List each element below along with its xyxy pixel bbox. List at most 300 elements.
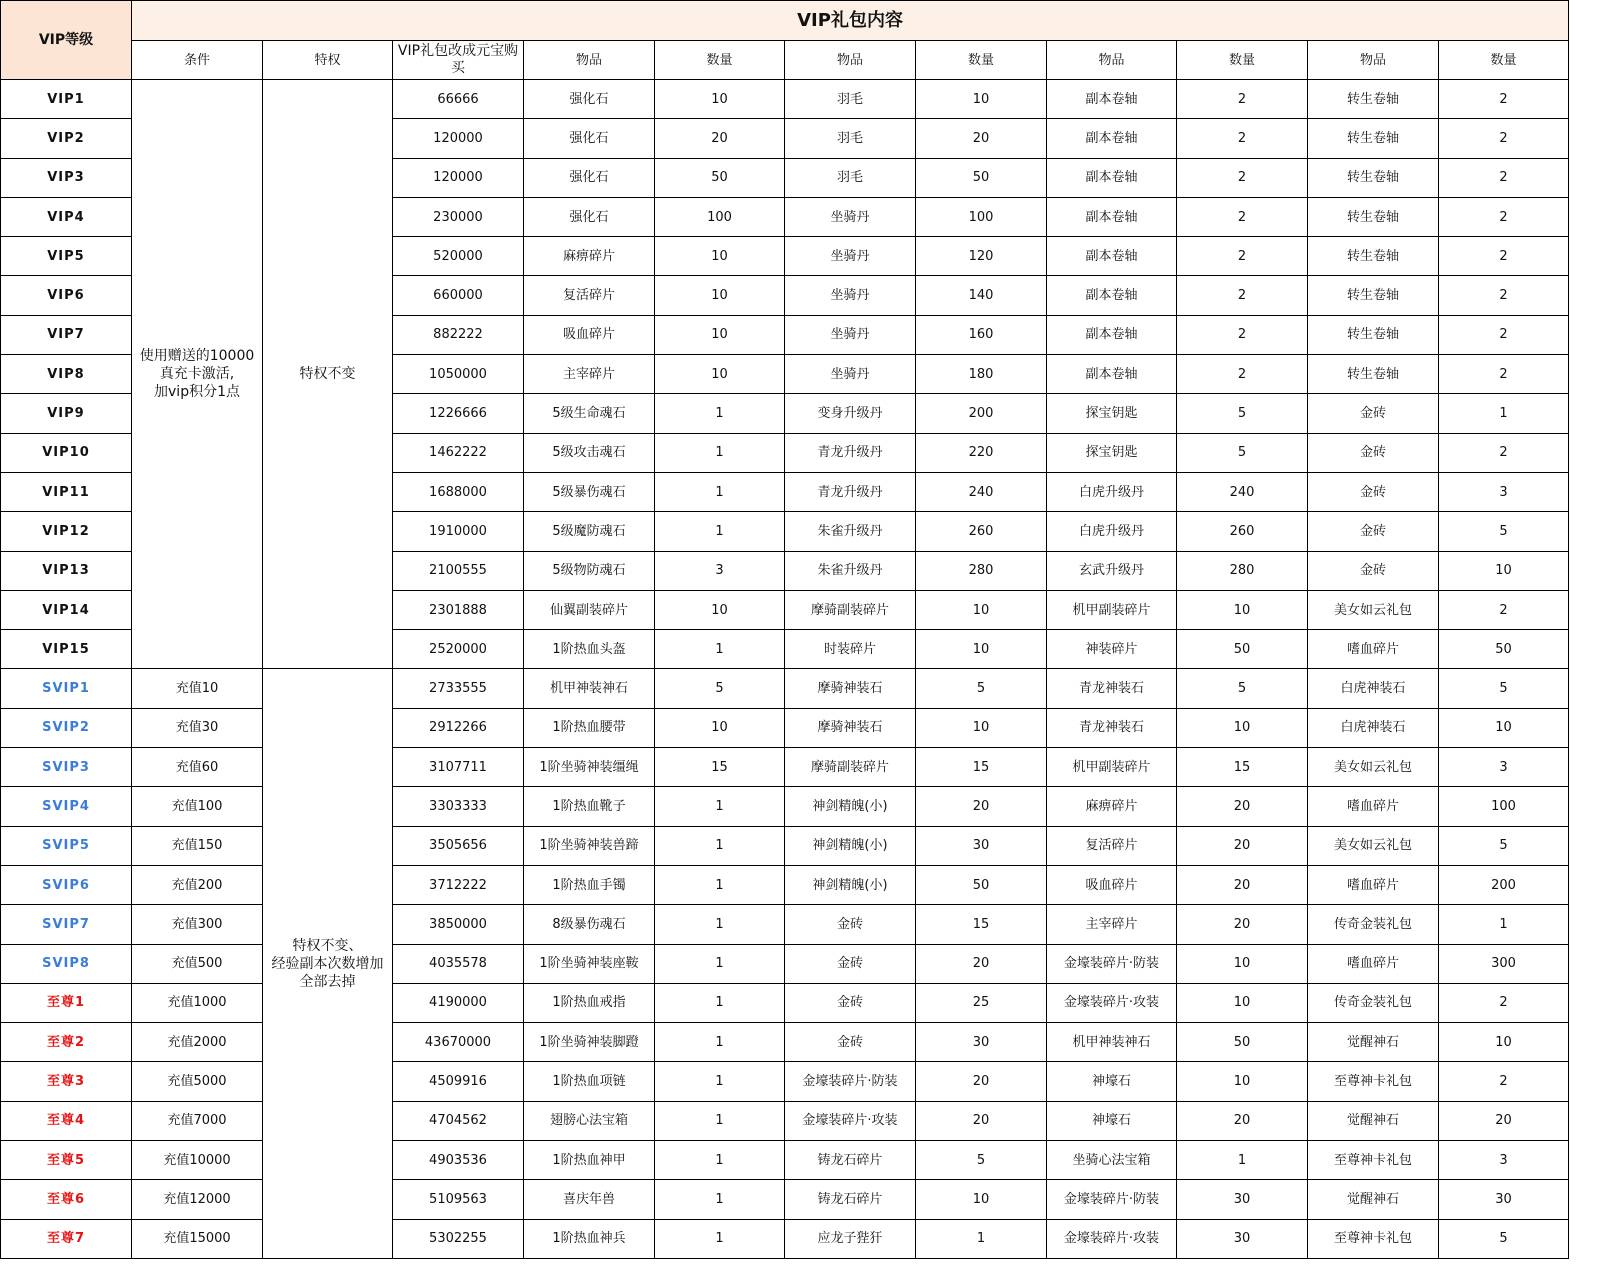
item-qty-cell: 5 bbox=[1439, 669, 1569, 708]
item-name-cell: 1阶坐骑神装缰绳 bbox=[524, 748, 655, 787]
item-name-cell: 机甲副装碎片 bbox=[1047, 748, 1177, 787]
item-qty-cell: 2 bbox=[1439, 433, 1569, 472]
item-name-cell: 转生卷轴 bbox=[1308, 237, 1439, 276]
column-header-item-2: 物品 bbox=[785, 41, 916, 80]
item-qty-cell: 10 bbox=[1177, 1062, 1308, 1101]
item-name-cell: 机甲神装神石 bbox=[524, 669, 655, 708]
item-qty-cell: 1 bbox=[655, 1101, 785, 1140]
table-row bbox=[1, 865, 1569, 904]
vip-level-cell: VIP15 bbox=[1, 630, 132, 669]
item-qty-cell: 260 bbox=[916, 512, 1047, 551]
price-cell: 2912266 bbox=[393, 708, 524, 747]
item-name-cell: 翅膀心法宝箱 bbox=[524, 1101, 655, 1140]
item-name-cell: 探宝钥匙 bbox=[1047, 394, 1177, 433]
item-qty-cell: 160 bbox=[916, 315, 1047, 354]
table-row bbox=[1, 748, 1569, 787]
item-qty-cell: 10 bbox=[916, 590, 1047, 629]
item-name-cell: 5级暴伤魂石 bbox=[524, 472, 655, 511]
item-qty-cell: 1 bbox=[655, 472, 785, 511]
item-qty-cell: 1 bbox=[655, 1062, 785, 1101]
item-name-cell: 美女如云礼包 bbox=[1308, 826, 1439, 865]
condition-cell: 充值15000 bbox=[132, 1219, 263, 1258]
item-name-cell: 金砖 bbox=[785, 905, 916, 944]
item-name-cell: 麻痹碎片 bbox=[524, 237, 655, 276]
item-name-cell: 坐骑丹 bbox=[785, 276, 916, 315]
vip-level-cell: VIP9 bbox=[1, 394, 132, 433]
item-name-cell: 美女如云礼包 bbox=[1308, 748, 1439, 787]
item-name-cell: 变身升级丹 bbox=[785, 394, 916, 433]
condition-cell: 充值300 bbox=[132, 905, 263, 944]
item-qty-cell: 10 bbox=[655, 708, 785, 747]
item-qty-cell: 2 bbox=[1439, 276, 1569, 315]
item-name-cell: 喜庆年兽 bbox=[524, 1180, 655, 1219]
item-qty-cell: 10 bbox=[916, 708, 1047, 747]
item-qty-cell: 1 bbox=[655, 1219, 785, 1258]
condition-cell: 充值30 bbox=[132, 708, 263, 747]
item-name-cell: 1阶热血神甲 bbox=[524, 1141, 655, 1180]
vip-level-cell: 至尊4 bbox=[1, 1101, 132, 1140]
item-qty-cell: 140 bbox=[916, 276, 1047, 315]
vip-level-cell: VIP10 bbox=[1, 433, 132, 472]
price-cell: 3712222 bbox=[393, 865, 524, 904]
item-name-cell: 转生卷轴 bbox=[1308, 276, 1439, 315]
table-row bbox=[1, 1180, 1569, 1219]
item-qty-cell: 20 bbox=[916, 944, 1047, 983]
price-cell: 4190000 bbox=[393, 983, 524, 1022]
item-name-cell: 嗜血碎片 bbox=[1308, 630, 1439, 669]
item-name-cell: 白虎神装石 bbox=[1308, 708, 1439, 747]
item-qty-cell: 30 bbox=[916, 1023, 1047, 1062]
table-row bbox=[1, 708, 1569, 747]
item-name-cell: 吸血碎片 bbox=[1047, 865, 1177, 904]
item-name-cell: 青龙神装石 bbox=[1047, 708, 1177, 747]
item-qty-cell: 10 bbox=[655, 237, 785, 276]
condition-cell: 充值200 bbox=[132, 865, 263, 904]
item-name-cell: 白虎神装石 bbox=[1308, 669, 1439, 708]
item-qty-cell: 30 bbox=[1177, 1180, 1308, 1219]
item-qty-cell: 2 bbox=[1439, 237, 1569, 276]
item-qty-cell: 20 bbox=[916, 787, 1047, 826]
price-cell: 882222 bbox=[393, 315, 524, 354]
item-name-cell: 1阶坐骑神装脚蹬 bbox=[524, 1023, 655, 1062]
item-name-cell: 转生卷轴 bbox=[1308, 355, 1439, 394]
item-qty-cell: 5 bbox=[916, 1141, 1047, 1180]
item-name-cell: 铸龙石碎片 bbox=[785, 1180, 916, 1219]
item-name-cell: 羽毛 bbox=[785, 80, 916, 119]
item-name-cell: 1阶热血手镯 bbox=[524, 865, 655, 904]
item-name-cell: 强化石 bbox=[524, 158, 655, 197]
item-name-cell: 金砖 bbox=[1308, 512, 1439, 551]
price-cell: 1910000 bbox=[393, 512, 524, 551]
table-row bbox=[1, 1062, 1569, 1101]
item-qty-cell: 10 bbox=[1439, 708, 1569, 747]
item-name-cell: 金砖 bbox=[1308, 433, 1439, 472]
item-qty-cell: 120 bbox=[916, 237, 1047, 276]
item-qty-cell: 2 bbox=[1439, 983, 1569, 1022]
item-name-cell: 金砖 bbox=[785, 944, 916, 983]
vip-level-cell: VIP14 bbox=[1, 590, 132, 629]
item-name-cell: 复活碎片 bbox=[524, 276, 655, 315]
item-qty-cell: 10 bbox=[1439, 551, 1569, 590]
item-qty-cell: 5 bbox=[1439, 826, 1569, 865]
item-name-cell: 1阶热血神兵 bbox=[524, 1219, 655, 1258]
price-cell: 4704562 bbox=[393, 1101, 524, 1140]
item-qty-cell: 180 bbox=[916, 355, 1047, 394]
item-qty-cell: 50 bbox=[1177, 630, 1308, 669]
vip-level-cell: VIP7 bbox=[1, 315, 132, 354]
item-name-cell: 嗜血碎片 bbox=[1308, 787, 1439, 826]
column-header-price: VIP礼包改成元宝购买 bbox=[393, 41, 524, 80]
item-qty-cell: 2 bbox=[1177, 158, 1308, 197]
price-cell: 1050000 bbox=[393, 355, 524, 394]
item-qty-cell: 2 bbox=[1439, 590, 1569, 629]
table-row bbox=[1, 1023, 1569, 1062]
table-row bbox=[1, 1101, 1569, 1140]
item-name-cell: 强化石 bbox=[524, 80, 655, 119]
item-name-cell: 传奇金装礼包 bbox=[1308, 983, 1439, 1022]
condition-cell: 充值100 bbox=[132, 787, 263, 826]
item-name-cell: 1阶坐骑神装座鞍 bbox=[524, 944, 655, 983]
condition-cell-vip: 使用赠送的10000 真充卡激活, 加vip积分1点 bbox=[132, 80, 263, 669]
item-qty-cell: 5 bbox=[1177, 669, 1308, 708]
item-name-cell: 铸龙石碎片 bbox=[785, 1141, 916, 1180]
vip-level-cell: VIP12 bbox=[1, 512, 132, 551]
condition-cell: 充值60 bbox=[132, 748, 263, 787]
item-name-cell: 1阶热血项链 bbox=[524, 1062, 655, 1101]
item-qty-cell: 20 bbox=[1177, 826, 1308, 865]
vip-level-cell: 至尊2 bbox=[1, 1023, 132, 1062]
item-qty-cell: 15 bbox=[916, 905, 1047, 944]
item-qty-cell: 20 bbox=[1439, 1101, 1569, 1140]
vip-level-cell: VIP5 bbox=[1, 237, 132, 276]
item-qty-cell: 5 bbox=[655, 669, 785, 708]
item-qty-cell: 1 bbox=[655, 905, 785, 944]
price-cell: 4509916 bbox=[393, 1062, 524, 1101]
item-name-cell: 金壕装碎片·防装 bbox=[785, 1062, 916, 1101]
condition-cell: 充值10 bbox=[132, 669, 263, 708]
item-qty-cell: 100 bbox=[655, 197, 785, 236]
item-qty-cell: 1 bbox=[1439, 394, 1569, 433]
item-name-cell: 羽毛 bbox=[785, 158, 916, 197]
column-header-qty-4: 数量 bbox=[1439, 41, 1569, 80]
item-qty-cell: 2 bbox=[1439, 315, 1569, 354]
price-cell: 520000 bbox=[393, 237, 524, 276]
item-name-cell: 8级暴伤魂石 bbox=[524, 905, 655, 944]
item-qty-cell: 20 bbox=[1177, 865, 1308, 904]
item-qty-cell: 10 bbox=[1177, 983, 1308, 1022]
privilege-cell-vip: 特权不变 bbox=[263, 80, 393, 669]
item-qty-cell: 10 bbox=[655, 80, 785, 119]
item-name-cell: 副本卷轴 bbox=[1047, 197, 1177, 236]
condition-cell: 充值2000 bbox=[132, 1023, 263, 1062]
vip-level-cell: 至尊6 bbox=[1, 1180, 132, 1219]
item-qty-cell: 240 bbox=[1177, 472, 1308, 511]
item-name-cell: 摩骑副装碎片 bbox=[785, 748, 916, 787]
item-qty-cell: 20 bbox=[1177, 787, 1308, 826]
item-qty-cell: 15 bbox=[655, 748, 785, 787]
table-row bbox=[1, 787, 1569, 826]
privilege-cell-svip: 特权不变、 经验副本次数增加 全部去掉 bbox=[263, 669, 393, 1259]
item-qty-cell: 2 bbox=[1177, 197, 1308, 236]
price-cell: 3303333 bbox=[393, 787, 524, 826]
item-name-cell: 神装碎片 bbox=[1047, 630, 1177, 669]
item-name-cell: 朱雀升级丹 bbox=[785, 512, 916, 551]
item-qty-cell: 15 bbox=[916, 748, 1047, 787]
condition-cell: 充值12000 bbox=[132, 1180, 263, 1219]
item-qty-cell: 20 bbox=[916, 1101, 1047, 1140]
item-name-cell: 嗜血碎片 bbox=[1308, 944, 1439, 983]
price-cell: 1688000 bbox=[393, 472, 524, 511]
price-cell: 2733555 bbox=[393, 669, 524, 708]
item-qty-cell: 10 bbox=[1439, 1023, 1569, 1062]
item-qty-cell: 10 bbox=[1177, 944, 1308, 983]
item-name-cell: 转生卷轴 bbox=[1308, 80, 1439, 119]
item-name-cell: 金壕装碎片·防装 bbox=[1047, 944, 1177, 983]
item-qty-cell: 20 bbox=[1177, 905, 1308, 944]
item-qty-cell: 2 bbox=[1177, 80, 1308, 119]
table-body bbox=[1, 80, 1569, 1259]
item-qty-cell: 1 bbox=[655, 433, 785, 472]
vip-level-header: VIP等级 bbox=[1, 1, 132, 80]
table-title: VIP礼包内容 bbox=[132, 1, 1569, 41]
item-name-cell: 副本卷轴 bbox=[1047, 237, 1177, 276]
item-qty-cell: 2 bbox=[1177, 276, 1308, 315]
item-qty-cell: 2 bbox=[1439, 197, 1569, 236]
item-name-cell: 应龙子狴犴 bbox=[785, 1219, 916, 1258]
item-name-cell: 5级物防魂石 bbox=[524, 551, 655, 590]
item-qty-cell: 3 bbox=[1439, 1141, 1569, 1180]
price-cell: 3107711 bbox=[393, 748, 524, 787]
item-name-cell: 吸血碎片 bbox=[524, 315, 655, 354]
item-name-cell: 转生卷轴 bbox=[1308, 197, 1439, 236]
item-name-cell: 金砖 bbox=[785, 1023, 916, 1062]
table-row bbox=[1, 983, 1569, 1022]
item-name-cell: 时装碎片 bbox=[785, 630, 916, 669]
price-cell: 4035578 bbox=[393, 944, 524, 983]
item-name-cell: 神剑精魄(小) bbox=[785, 865, 916, 904]
item-qty-cell: 2 bbox=[1439, 355, 1569, 394]
item-qty-cell: 1 bbox=[655, 787, 785, 826]
vip-level-cell: SVIP6 bbox=[1, 865, 132, 904]
item-qty-cell: 280 bbox=[916, 551, 1047, 590]
item-name-cell: 坐骑丹 bbox=[785, 237, 916, 276]
table-row bbox=[1, 669, 1569, 708]
item-qty-cell: 1 bbox=[655, 1023, 785, 1062]
table-row bbox=[1, 1141, 1569, 1180]
item-name-cell: 觉醒神石 bbox=[1308, 1180, 1439, 1219]
vip-level-cell: SVIP3 bbox=[1, 748, 132, 787]
item-name-cell: 机甲神装神石 bbox=[1047, 1023, 1177, 1062]
item-name-cell: 白虎升级丹 bbox=[1047, 472, 1177, 511]
item-name-cell: 神壕石 bbox=[1047, 1101, 1177, 1140]
table-row bbox=[1, 80, 1569, 119]
condition-cell: 充值500 bbox=[132, 944, 263, 983]
item-qty-cell: 1 bbox=[655, 630, 785, 669]
item-name-cell: 转生卷轴 bbox=[1308, 315, 1439, 354]
item-name-cell: 金壕装碎片·攻装 bbox=[1047, 1219, 1177, 1258]
item-qty-cell: 25 bbox=[916, 983, 1047, 1022]
item-name-cell: 至尊神卡礼包 bbox=[1308, 1219, 1439, 1258]
item-name-cell: 金砖 bbox=[1308, 394, 1439, 433]
item-qty-cell: 5 bbox=[1177, 433, 1308, 472]
column-header-qty-1: 数量 bbox=[655, 41, 785, 80]
vip-level-cell: SVIP2 bbox=[1, 708, 132, 747]
item-name-cell: 金壕装碎片·攻装 bbox=[1047, 983, 1177, 1022]
price-cell: 2520000 bbox=[393, 630, 524, 669]
price-cell: 2100555 bbox=[393, 551, 524, 590]
column-header-privilege: 特权 bbox=[263, 41, 393, 80]
vip-level-cell: 至尊5 bbox=[1, 1141, 132, 1180]
item-name-cell: 青龙神装石 bbox=[1047, 669, 1177, 708]
item-name-cell: 1阶坐骑神装兽蹄 bbox=[524, 826, 655, 865]
price-cell: 120000 bbox=[393, 158, 524, 197]
condition-cell: 充值7000 bbox=[132, 1101, 263, 1140]
item-qty-cell: 200 bbox=[916, 394, 1047, 433]
item-qty-cell: 50 bbox=[1177, 1023, 1308, 1062]
item-name-cell: 金壕装碎片·攻装 bbox=[785, 1101, 916, 1140]
item-name-cell: 传奇金装礼包 bbox=[1308, 905, 1439, 944]
item-qty-cell: 2 bbox=[1439, 80, 1569, 119]
item-qty-cell: 2 bbox=[1439, 119, 1569, 158]
item-qty-cell: 1 bbox=[916, 1219, 1047, 1258]
item-qty-cell: 1 bbox=[1439, 905, 1569, 944]
item-qty-cell: 10 bbox=[916, 1180, 1047, 1219]
item-name-cell: 1阶热血头盔 bbox=[524, 630, 655, 669]
price-cell: 230000 bbox=[393, 197, 524, 236]
item-name-cell: 玄武升级丹 bbox=[1047, 551, 1177, 590]
column-header-qty-3: 数量 bbox=[1177, 41, 1308, 80]
price-cell: 660000 bbox=[393, 276, 524, 315]
item-name-cell: 金砖 bbox=[1308, 551, 1439, 590]
item-name-cell: 神剑精魄(小) bbox=[785, 787, 916, 826]
item-name-cell: 副本卷轴 bbox=[1047, 158, 1177, 197]
item-name-cell: 摩骑神装石 bbox=[785, 708, 916, 747]
item-name-cell: 副本卷轴 bbox=[1047, 355, 1177, 394]
table-row bbox=[1, 826, 1569, 865]
item-name-cell: 5级生命魂石 bbox=[524, 394, 655, 433]
item-qty-cell: 2 bbox=[1439, 158, 1569, 197]
column-header-qty-2: 数量 bbox=[916, 41, 1047, 80]
vip-level-cell: SVIP5 bbox=[1, 826, 132, 865]
table-row bbox=[1, 944, 1569, 983]
item-name-cell: 嗜血碎片 bbox=[1308, 865, 1439, 904]
item-name-cell: 1阶热血靴子 bbox=[524, 787, 655, 826]
condition-cell: 充值1000 bbox=[132, 983, 263, 1022]
item-qty-cell: 240 bbox=[916, 472, 1047, 511]
item-name-cell: 羽毛 bbox=[785, 119, 916, 158]
item-name-cell: 复活碎片 bbox=[1047, 826, 1177, 865]
item-qty-cell: 20 bbox=[655, 119, 785, 158]
item-name-cell: 5级攻击魂石 bbox=[524, 433, 655, 472]
item-qty-cell: 20 bbox=[1177, 1101, 1308, 1140]
item-name-cell: 主宰碎片 bbox=[1047, 905, 1177, 944]
item-name-cell: 坐骑丹 bbox=[785, 355, 916, 394]
item-name-cell: 至尊神卡礼包 bbox=[1308, 1062, 1439, 1101]
condition-cell: 充值5000 bbox=[132, 1062, 263, 1101]
item-qty-cell: 280 bbox=[1177, 551, 1308, 590]
item-name-cell: 美女如云礼包 bbox=[1308, 590, 1439, 629]
price-cell: 1462222 bbox=[393, 433, 524, 472]
vip-level-cell: SVIP4 bbox=[1, 787, 132, 826]
item-name-cell: 金砖 bbox=[1308, 472, 1439, 511]
item-qty-cell: 200 bbox=[1439, 865, 1569, 904]
table-row bbox=[1, 1219, 1569, 1258]
item-qty-cell: 1 bbox=[655, 1180, 785, 1219]
vip-level-cell: VIP3 bbox=[1, 158, 132, 197]
item-qty-cell: 100 bbox=[1439, 787, 1569, 826]
item-qty-cell: 5 bbox=[1439, 1219, 1569, 1258]
vip-level-cell: 至尊1 bbox=[1, 983, 132, 1022]
item-name-cell: 白虎升级丹 bbox=[1047, 512, 1177, 551]
item-name-cell: 探宝钥匙 bbox=[1047, 433, 1177, 472]
item-qty-cell: 1 bbox=[655, 512, 785, 551]
item-qty-cell: 30 bbox=[916, 826, 1047, 865]
item-qty-cell: 2 bbox=[1177, 355, 1308, 394]
item-qty-cell: 10 bbox=[655, 355, 785, 394]
item-qty-cell: 5 bbox=[1177, 394, 1308, 433]
price-cell: 3505656 bbox=[393, 826, 524, 865]
item-qty-cell: 50 bbox=[916, 865, 1047, 904]
vip-level-cell: VIP11 bbox=[1, 472, 132, 511]
vip-level-cell: VIP1 bbox=[1, 80, 132, 119]
vip-level-cell: 至尊3 bbox=[1, 1062, 132, 1101]
item-name-cell: 觉醒神石 bbox=[1308, 1023, 1439, 1062]
vip-level-cell: 至尊7 bbox=[1, 1219, 132, 1258]
price-cell: 5302255 bbox=[393, 1219, 524, 1258]
item-qty-cell: 10 bbox=[1177, 708, 1308, 747]
item-qty-cell: 15 bbox=[1177, 748, 1308, 787]
item-name-cell: 神壕石 bbox=[1047, 1062, 1177, 1101]
item-qty-cell: 1 bbox=[655, 394, 785, 433]
item-name-cell: 副本卷轴 bbox=[1047, 276, 1177, 315]
vip-level-cell: VIP2 bbox=[1, 119, 132, 158]
item-qty-cell: 5 bbox=[1439, 512, 1569, 551]
item-qty-cell: 2 bbox=[1177, 237, 1308, 276]
item-name-cell: 副本卷轴 bbox=[1047, 119, 1177, 158]
item-qty-cell: 2 bbox=[1177, 315, 1308, 354]
price-cell: 2301888 bbox=[393, 590, 524, 629]
item-name-cell: 主宰碎片 bbox=[524, 355, 655, 394]
item-qty-cell: 10 bbox=[655, 590, 785, 629]
item-qty-cell: 30 bbox=[1177, 1219, 1308, 1258]
item-name-cell: 1阶热血腰带 bbox=[524, 708, 655, 747]
price-cell: 1226666 bbox=[393, 394, 524, 433]
item-qty-cell: 2 bbox=[1439, 1062, 1569, 1101]
item-name-cell: 青龙升级丹 bbox=[785, 433, 916, 472]
item-qty-cell: 220 bbox=[916, 433, 1047, 472]
item-name-cell: 至尊神卡礼包 bbox=[1308, 1141, 1439, 1180]
item-name-cell: 转生卷轴 bbox=[1308, 158, 1439, 197]
vip-level-cell: VIP8 bbox=[1, 355, 132, 394]
condition-cell: 充值150 bbox=[132, 826, 263, 865]
item-name-cell: 摩骑神装石 bbox=[785, 669, 916, 708]
item-name-cell: 强化石 bbox=[524, 197, 655, 236]
vip-level-cell: SVIP7 bbox=[1, 905, 132, 944]
item-name-cell: 摩骑副装碎片 bbox=[785, 590, 916, 629]
item-name-cell: 朱雀升级丹 bbox=[785, 551, 916, 590]
vip-level-cell: SVIP1 bbox=[1, 669, 132, 708]
item-name-cell: 坐骑丹 bbox=[785, 197, 916, 236]
condition-cell: 充值10000 bbox=[132, 1141, 263, 1180]
price-cell: 4903536 bbox=[393, 1141, 524, 1180]
item-qty-cell: 1 bbox=[655, 944, 785, 983]
item-name-cell: 青龙升级丹 bbox=[785, 472, 916, 511]
item-qty-cell: 260 bbox=[1177, 512, 1308, 551]
item-qty-cell: 100 bbox=[916, 197, 1047, 236]
item-qty-cell: 1 bbox=[655, 1141, 785, 1180]
item-name-cell: 坐骑心法宝箱 bbox=[1047, 1141, 1177, 1180]
price-cell: 43670000 bbox=[393, 1023, 524, 1062]
